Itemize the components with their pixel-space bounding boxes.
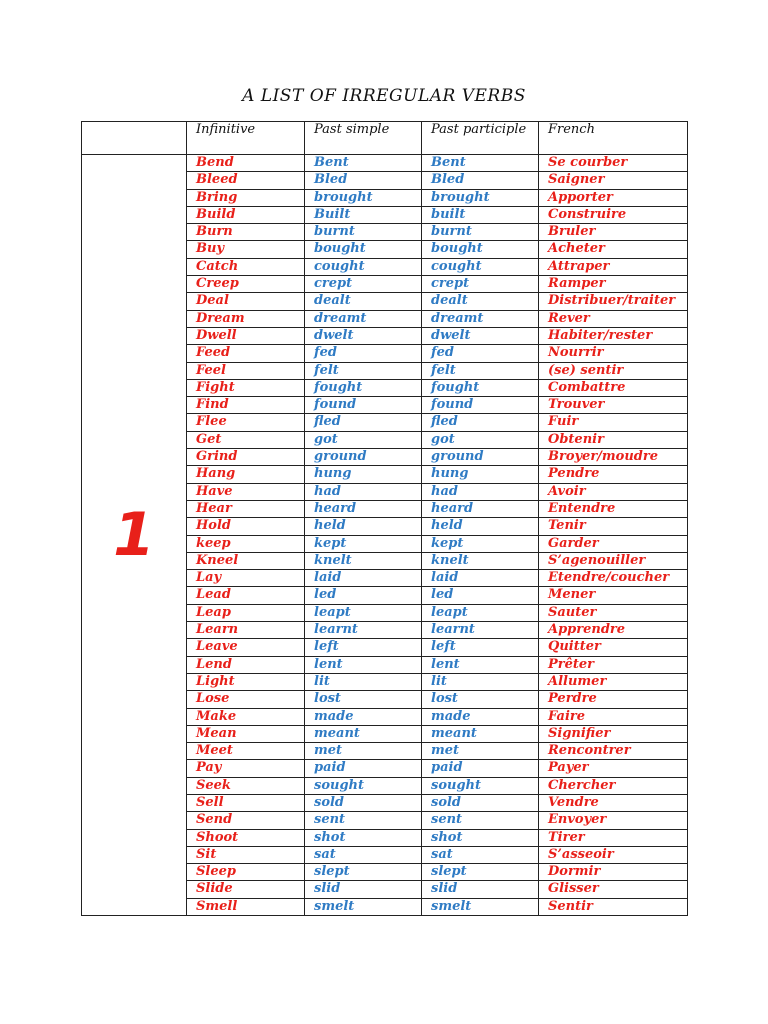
infinitive-cell: Make xyxy=(187,708,305,725)
french-cell: Envoyer xyxy=(539,812,688,829)
past-participle-cell: held xyxy=(422,518,539,535)
document-title: A LIST OF IRREGULAR VERBS xyxy=(242,86,526,106)
french-cell: Quitter xyxy=(539,639,688,656)
french-cell: Pendre xyxy=(539,466,688,483)
past-participle-cell: learnt xyxy=(422,622,539,639)
infinitive-cell: Sit xyxy=(187,846,305,863)
header-past-simple: Past simple xyxy=(305,122,422,155)
past-participle-cell: fought xyxy=(422,379,539,396)
french-cell: Trouver xyxy=(539,397,688,414)
past-participle-cell: made xyxy=(422,708,539,725)
past-participle-cell: ground xyxy=(422,449,539,466)
past-participle-cell: Bled xyxy=(422,172,539,189)
past-participle-cell: hung xyxy=(422,466,539,483)
french-cell: S’asseoir xyxy=(539,846,688,863)
table-body xyxy=(82,155,688,916)
infinitive-cell: Mean xyxy=(187,725,305,742)
infinitive-cell: Hear xyxy=(187,500,305,517)
past-simple-cell: slept xyxy=(305,864,422,881)
french-cell: Vendre xyxy=(539,794,688,811)
past-participle-cell: lit xyxy=(422,673,539,690)
french-cell: Saigner xyxy=(539,172,688,189)
french-cell: Faire xyxy=(539,708,688,725)
past-participle-cell: paid xyxy=(422,760,539,777)
past-participle-cell: met xyxy=(422,743,539,760)
infinitive-cell: Lay xyxy=(187,570,305,587)
past-simple-cell: learnt xyxy=(305,622,422,639)
infinitive-cell: Sell xyxy=(187,794,305,811)
past-participle-cell: slid xyxy=(422,881,539,898)
french-cell: Garder xyxy=(539,535,688,552)
past-participle-cell: found xyxy=(422,397,539,414)
past-participle-cell: left xyxy=(422,639,539,656)
infinitive-cell: Bleed xyxy=(187,172,305,189)
past-simple-cell: left xyxy=(305,639,422,656)
infinitive-cell: Dream xyxy=(187,310,305,327)
infinitive-cell: Send xyxy=(187,812,305,829)
french-cell: Obtenir xyxy=(539,431,688,448)
french-cell: Fuir xyxy=(539,414,688,431)
past-simple-cell: Bent xyxy=(305,155,422,172)
unit-number: 1 xyxy=(82,155,187,916)
past-simple-cell: held xyxy=(305,518,422,535)
french-cell: Entendre xyxy=(539,500,688,517)
french-cell: Distribuer/traiter xyxy=(539,293,688,310)
french-cell: Avoir xyxy=(539,483,688,500)
french-cell: Se courber xyxy=(539,155,688,172)
french-cell: S’agenouiller xyxy=(539,552,688,569)
past-participle-cell: sat xyxy=(422,846,539,863)
past-simple-cell: got xyxy=(305,431,422,448)
past-participle-cell: meant xyxy=(422,725,539,742)
past-participle-cell: built xyxy=(422,206,539,223)
french-cell: Nourrir xyxy=(539,345,688,362)
past-participle-cell: laid xyxy=(422,570,539,587)
past-simple-cell: paid xyxy=(305,760,422,777)
past-participle-cell: burnt xyxy=(422,224,539,241)
infinitive-cell: Feed xyxy=(187,345,305,362)
infinitive-cell: Sleep xyxy=(187,864,305,881)
past-simple-cell: lit xyxy=(305,673,422,690)
infinitive-cell: Meet xyxy=(187,743,305,760)
table-header-row xyxy=(82,122,688,155)
past-simple-cell: sought xyxy=(305,777,422,794)
infinitive-cell: Leave xyxy=(187,639,305,656)
infinitive-cell: Deal xyxy=(187,293,305,310)
past-participle-cell: sent xyxy=(422,812,539,829)
past-participle-cell: fed xyxy=(422,345,539,362)
french-cell: Sentir xyxy=(539,898,688,915)
past-simple-cell: sat xyxy=(305,846,422,863)
past-simple-cell: smelt xyxy=(305,898,422,915)
past-participle-cell: leapt xyxy=(422,604,539,621)
infinitive-cell: Burn xyxy=(187,224,305,241)
french-cell: Rever xyxy=(539,310,688,327)
infinitive-cell: Seek xyxy=(187,777,305,794)
past-participle-cell: kept xyxy=(422,535,539,552)
infinitive-cell: Catch xyxy=(187,258,305,275)
past-participle-cell: shot xyxy=(422,829,539,846)
infinitive-cell: Kneel xyxy=(187,552,305,569)
past-simple-cell: had xyxy=(305,483,422,500)
past-simple-cell: fought xyxy=(305,379,422,396)
infinitive-cell: Light xyxy=(187,673,305,690)
french-cell: Glisser xyxy=(539,881,688,898)
french-cell: Chercher xyxy=(539,777,688,794)
french-cell: Combattre xyxy=(539,379,688,396)
past-participle-cell: bought xyxy=(422,241,539,258)
infinitive-cell: Feel xyxy=(187,362,305,379)
past-simple-cell: hung xyxy=(305,466,422,483)
french-cell: Mener xyxy=(539,587,688,604)
french-cell: Payer xyxy=(539,760,688,777)
french-cell: Habiter/rester xyxy=(539,327,688,344)
infinitive-cell: Pay xyxy=(187,760,305,777)
table-row xyxy=(82,155,688,172)
french-cell: Sauter xyxy=(539,604,688,621)
past-simple-cell: shot xyxy=(305,829,422,846)
past-simple-cell: lent xyxy=(305,656,422,673)
french-cell: Perdre xyxy=(539,691,688,708)
past-simple-cell: dealt xyxy=(305,293,422,310)
infinitive-cell: Get xyxy=(187,431,305,448)
past-participle-cell: smelt xyxy=(422,898,539,915)
french-cell: Construire xyxy=(539,206,688,223)
past-simple-cell: burnt xyxy=(305,224,422,241)
infinitive-cell: Leap xyxy=(187,604,305,621)
past-simple-cell: crept xyxy=(305,276,422,293)
past-simple-cell: felt xyxy=(305,362,422,379)
infinitive-cell: Have xyxy=(187,483,305,500)
infinitive-cell: Grind xyxy=(187,449,305,466)
french-cell: Ramper xyxy=(539,276,688,293)
infinitive-cell: Build xyxy=(187,206,305,223)
past-simple-cell: laid xyxy=(305,570,422,587)
infinitive-cell: Bring xyxy=(187,189,305,206)
past-participle-cell: had xyxy=(422,483,539,500)
past-simple-cell: brought xyxy=(305,189,422,206)
infinitive-cell: Hold xyxy=(187,518,305,535)
french-cell: Acheter xyxy=(539,241,688,258)
past-simple-cell: kept xyxy=(305,535,422,552)
past-participle-cell: led xyxy=(422,587,539,604)
header-french: French xyxy=(539,122,688,155)
past-simple-cell: met xyxy=(305,743,422,760)
infinitive-cell: Smell xyxy=(187,898,305,915)
past-participle-cell: sold xyxy=(422,794,539,811)
french-cell: Broyer/moudre xyxy=(539,449,688,466)
infinitive-cell: Lead xyxy=(187,587,305,604)
french-cell: Tenir xyxy=(539,518,688,535)
past-participle-cell: brought xyxy=(422,189,539,206)
past-simple-cell: heard xyxy=(305,500,422,517)
past-participle-cell: lent xyxy=(422,656,539,673)
past-simple-cell: knelt xyxy=(305,552,422,569)
past-participle-cell: heard xyxy=(422,500,539,517)
past-participle-cell: Bent xyxy=(422,155,539,172)
french-cell: Dormir xyxy=(539,864,688,881)
infinitive-cell: Slide xyxy=(187,881,305,898)
past-simple-cell: sent xyxy=(305,812,422,829)
past-participle-cell: cought xyxy=(422,258,539,275)
past-participle-cell: dealt xyxy=(422,293,539,310)
french-cell: Rencontrer xyxy=(539,743,688,760)
french-cell: Apprendre xyxy=(539,622,688,639)
infinitive-cell: keep xyxy=(187,535,305,552)
past-simple-cell: slid xyxy=(305,881,422,898)
past-participle-cell: felt xyxy=(422,362,539,379)
infinitive-cell: Learn xyxy=(187,622,305,639)
past-simple-cell: ground xyxy=(305,449,422,466)
french-cell: Prêter xyxy=(539,656,688,673)
past-simple-cell: meant xyxy=(305,725,422,742)
french-cell: (se) sentir xyxy=(539,362,688,379)
past-participle-cell: dreamt xyxy=(422,310,539,327)
infinitive-cell: Shoot xyxy=(187,829,305,846)
infinitive-cell: Dwell xyxy=(187,327,305,344)
infinitive-cell: Buy xyxy=(187,241,305,258)
past-simple-cell: led xyxy=(305,587,422,604)
french-cell: Allumer xyxy=(539,673,688,690)
past-simple-cell: found xyxy=(305,397,422,414)
past-participle-cell: got xyxy=(422,431,539,448)
infinitive-cell: Fight xyxy=(187,379,305,396)
past-simple-cell: fed xyxy=(305,345,422,362)
past-participle-cell: fled xyxy=(422,414,539,431)
past-simple-cell: fled xyxy=(305,414,422,431)
infinitive-cell: Creep xyxy=(187,276,305,293)
french-cell: Attraper xyxy=(539,258,688,275)
french-cell: Bruler xyxy=(539,224,688,241)
past-simple-cell: Built xyxy=(305,206,422,223)
past-participle-cell: dwelt xyxy=(422,327,539,344)
french-cell: Signifier xyxy=(539,725,688,742)
past-participle-cell: knelt xyxy=(422,552,539,569)
infinitive-cell: Lend xyxy=(187,656,305,673)
french-cell: Apporter xyxy=(539,189,688,206)
past-simple-cell: lost xyxy=(305,691,422,708)
header-infinitive: Infinitive xyxy=(187,122,305,155)
infinitive-cell: Bend xyxy=(187,155,305,172)
past-simple-cell: dwelt xyxy=(305,327,422,344)
past-simple-cell: leapt xyxy=(305,604,422,621)
french-cell: Etendre/coucher xyxy=(539,570,688,587)
past-simple-cell: dreamt xyxy=(305,310,422,327)
past-simple-cell: cought xyxy=(305,258,422,275)
french-cell: Tirer xyxy=(539,829,688,846)
irregular-verbs-table xyxy=(81,121,688,916)
infinitive-cell: Lose xyxy=(187,691,305,708)
past-participle-cell: slept xyxy=(422,864,539,881)
past-simple-cell: sold xyxy=(305,794,422,811)
past-participle-cell: crept xyxy=(422,276,539,293)
past-participle-cell: lost xyxy=(422,691,539,708)
infinitive-cell: Flee xyxy=(187,414,305,431)
infinitive-cell: Find xyxy=(187,397,305,414)
past-participle-cell: sought xyxy=(422,777,539,794)
infinitive-cell: Hang xyxy=(187,466,305,483)
past-simple-cell: made xyxy=(305,708,422,725)
header-unit xyxy=(82,122,187,155)
header-past-participle: Past participle xyxy=(422,122,539,155)
past-simple-cell: Bled xyxy=(305,172,422,189)
past-simple-cell: bought xyxy=(305,241,422,258)
